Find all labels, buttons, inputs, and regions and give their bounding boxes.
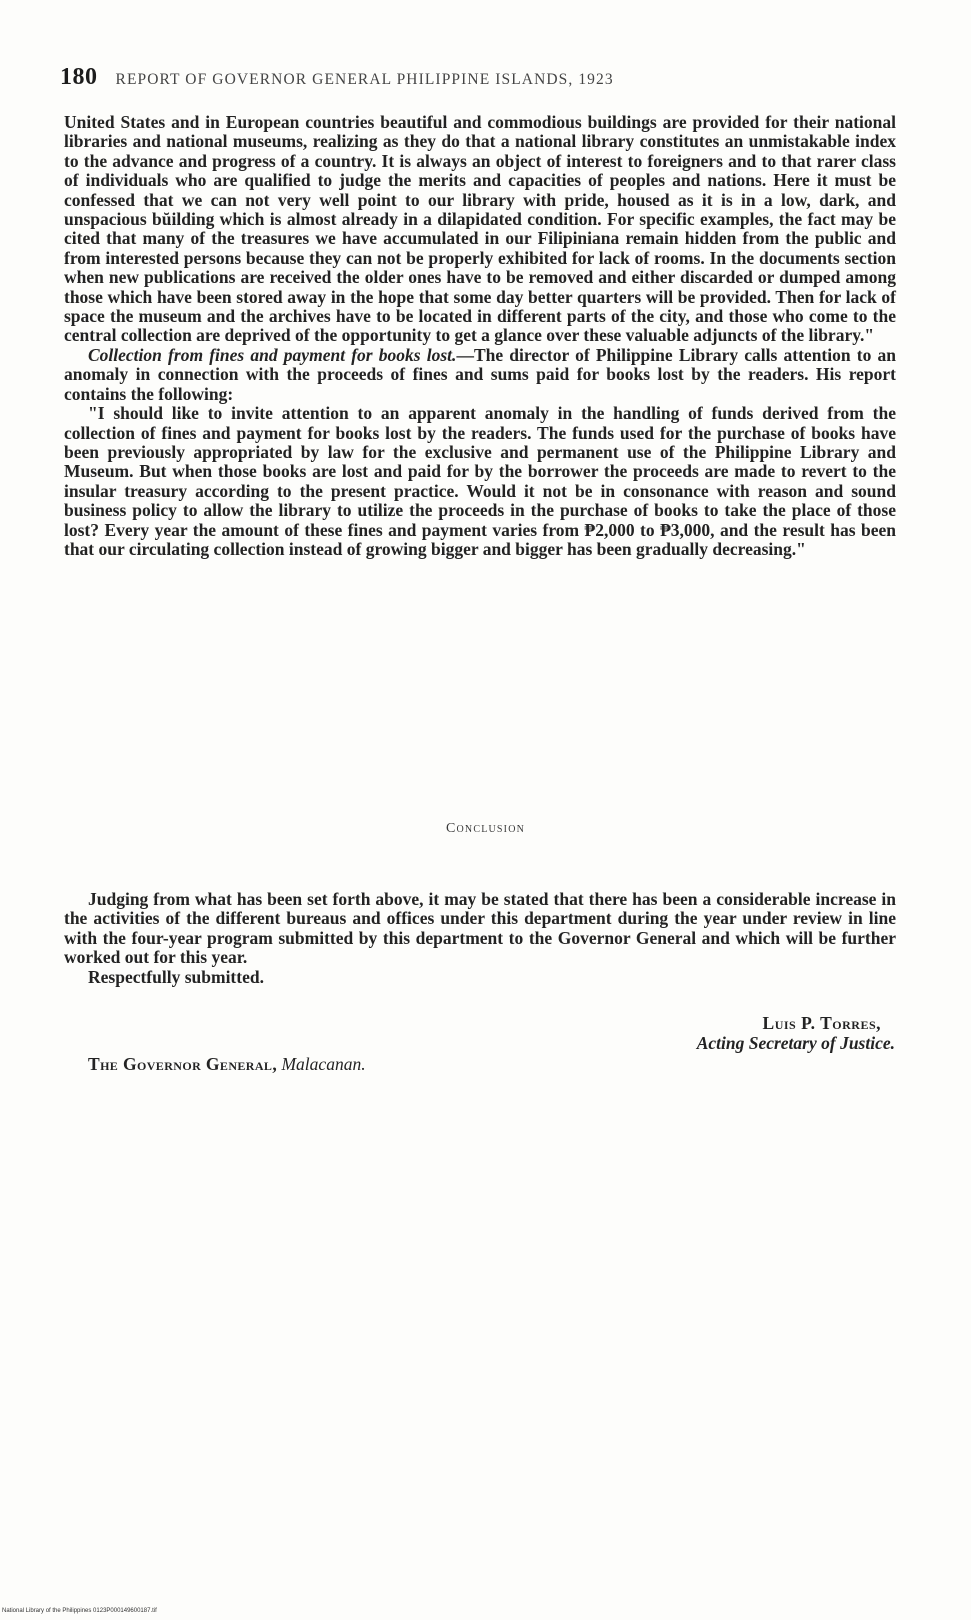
addressee-place: Malacanan. bbox=[281, 1054, 366, 1074]
paragraph-closing: Respectfully submitted. bbox=[88, 966, 264, 987]
signatory-title: Acting Secretary of Justice. bbox=[696, 1033, 895, 1053]
paragraph-fines-intro bbox=[64, 346, 896, 404]
signature-block bbox=[697, 1013, 895, 1053]
paragraph-fines-quote: "I should like to invite attention to an apparent anomaly in the handling of funds derived from the collection of fines and payment for books lost by the readers. The funds used for the purchase of books have been previously appropriated by law for the exclusive and permanent use of the Philippine Library and Museum. But when those books are lost and paid for by the borrower the proceeds are made to revert to the insular treasury according to the present practice. Would it not be in consonance with reason and sound business policy to allow the library to utilize the proceeds in the purchase of books to take the place of those lost? Every year the amount of these fines and payment varies from ₱2,000 to ₱3,000, and the result has been that our circulating collection instead of growing bigger and bigger has been gradually decreasing." bbox=[64, 403, 896, 559]
running-header bbox=[60, 64, 920, 91]
paragraph-fines-lead: Collection from fines and payment for books lost. bbox=[88, 344, 457, 365]
paragraph-fines-rest: —The director of Philippine Library calls attention to an anomaly in connection with the proceeds of fines and sums paid for books lost by the readers. His report contains the following: bbox=[64, 344, 896, 404]
signatory-name: Luis P. Torres, bbox=[762, 1013, 881, 1033]
section-heading-conclusion: Conclusion bbox=[445, 821, 526, 836]
paragraph-conclusion: Judging from what has been set forth above, it may be stated that there has been a considerable increase in the activities of the different bureaus and offices under this department during the year under review in line with the four-year program submitted by this department to the Governor General and which will be further worked out for this year. bbox=[64, 889, 896, 968]
body-text-conclusion bbox=[64, 890, 896, 987]
addressee-line bbox=[88, 1054, 366, 1075]
body-text-upper bbox=[64, 113, 896, 559]
scan-footer-stamp: National Library of the Philippines 0123P000149600187.tif bbox=[2, 1608, 157, 1614]
running-title: REPORT OF GOVERNOR GENERAL PHILIPPINE ISLANDS, 1923 bbox=[115, 71, 614, 88]
addressee-prefix: The Governor General, bbox=[88, 1054, 278, 1074]
page-number: 180 bbox=[60, 64, 98, 90]
paragraph-library-buildings: United States and in European countries beautiful and commodious buildings are provided for their national libraries and national museums, realizing as they do that a national library constitutes an unmistakable index to the advance and progress of a country. It is always an object of interest to foreigners and to that rarer class of individuals who are qualified to judge the merits and capacities of peoples and nations. Here it must be confessed that we can not very well point to our library with pride, housed as it is in a low, dark, and unspacious bŭilding which is almost already in a dilapidated condition. For specific examples, the fact may be cited that many of the treasures we have accumulated in our Filipiniana remain hidden from the public and from interested persons because they can not be properly exhibited for lack of rooms. In the documents section when new publications are received the older ones have to be removed and either discarded or dumped among those which have been stored away in the hope that some day better quarters will be provided. Then for lack of space the museum and the archives have to be located in different parts of the city, and those who come to the central collection are deprived of the opportunity to get a glance over these valuable adjuncts of the library." bbox=[64, 112, 896, 346]
